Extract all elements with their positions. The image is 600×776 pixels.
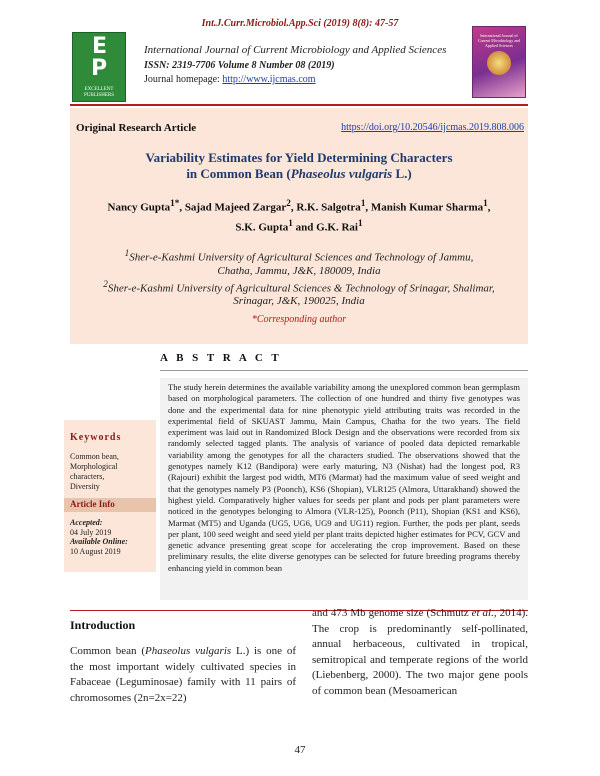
keyword-item: Morphological <box>70 462 118 471</box>
title-line-2-post: L.) <box>392 166 412 181</box>
author-affil-sup: 1 <box>483 198 488 208</box>
author-name: Manish Kumar Sharma <box>370 201 484 214</box>
author-separator: , <box>290 201 297 214</box>
header-divider <box>70 104 528 106</box>
homepage-link[interactable]: http://www.ijcmas.com <box>222 74 316 85</box>
abstract-divider <box>160 370 528 371</box>
keyword-item: Diversity <box>70 482 100 491</box>
title-line-2-pre: in Common Bean ( <box>186 166 291 181</box>
affiliation-text: Sher-e-Kashmi University of Agricultural Sciences and Technology of Jammu, <box>129 251 474 264</box>
keywords-heading: Keywords <box>70 432 122 443</box>
author-separator: , <box>365 201 371 214</box>
title-line-1: Variability Estimates for Yield Determining Characters <box>145 150 453 165</box>
author-line-1 <box>70 196 528 216</box>
author-name: S.K. Gupta <box>235 221 289 234</box>
intro-citation-italic: et al., <box>471 607 497 619</box>
author-separator: and <box>292 221 317 234</box>
introduction-heading: Introduction <box>70 618 136 632</box>
affiliations <box>70 247 528 308</box>
homepage-label: Journal homepage: <box>144 74 223 85</box>
keyword-item: Common bean, <box>70 452 119 461</box>
page-number: 47 <box>294 744 306 756</box>
author-affil-sup: 1 <box>358 217 363 228</box>
cover-title: International Journal of Current Microbiology and Applied Sciences <box>478 33 520 48</box>
publisher-logo <box>72 32 126 102</box>
journal-title: International Journal of Current Microbiology and Applied Sciences <box>144 44 447 56</box>
author-name: Nancy Gupta <box>107 201 171 214</box>
author-name: G.K. Rai <box>316 221 358 234</box>
abstract-text: The study herein determines the available variability among the unexplored common bean germplasm based on morphological parameters. The collection of one hundred and thirty five genotypes was done and the experimental data for nine phenotypic yield attributing traits was recorded in the experimental field of SKUAST Jammu, Main Campus, Chatha for the two years. The field experiment was laid out in Randomized Block Design and the observations were recorded from six randomly selected tagged plants. The analysis of variance of pooled data depicted remarkable variability among the genotypes for all the characters studied. The observations showed that the genotypes namely K12 (Bandipora) were early maturing, N3 (Nishat) had the longest pod, R3 (Rajouri) exhibit the largest pod width, MT6 (Marmat) had the maximum value of seed weight and that the genotypes namely P3 (Poonch), KS6 (Shopian), VLR125 (Almora, Uttarakhand) showed the highest yield. Comparatively higher values for seeds per plant and pods per plant parameters were noticed in the genotypes belonging to Almora (VLR-125), Poonch (P11), Shopian (KS1 and KS6), Marmat (MT5) and Uganda (UG5, UG6, UG9 and UG11) region. Further, the pods per plant, seeds per plant, 100 seed weight and seed yield per plant traits depicted higher estimates for PCV, GCV and genetic advance presenting great scope for accelerating the crop improvement. Based on these preliminary results, the elite diverse genotypes can be selected for future breeding programs thereby enhancing yield in common bean <box>160 378 528 600</box>
affiliation-text: Sher-e-Kashmi University of Agricultural Sciences & Technology of Srinagar, Shalimar, <box>107 282 495 295</box>
author-separator: , <box>179 201 185 214</box>
logo-caption: EXCELLENT PUBLISHERS <box>83 87 114 98</box>
affiliation-sup: 2 <box>103 278 108 289</box>
cover-graphic <box>487 51 511 75</box>
intro-column-1 <box>70 644 296 706</box>
keyword-item: characters, <box>70 472 105 481</box>
title-species: Phaseolus vulgaris <box>290 166 393 181</box>
journal-homepage <box>144 74 316 85</box>
intro-text: L.) is one of the most important widely cultivated species in Fabaceae (Leguminosae) family with 11 pairs of chromosomes (2n=2x=22) <box>70 645 296 704</box>
accepted-date: 04 July 2019 <box>70 527 112 537</box>
intro-text: Common bean ( <box>70 645 146 657</box>
author-affil-sup: 1* <box>170 198 180 208</box>
title-line-2 <box>70 166 528 182</box>
author-affil-sup: 1 <box>288 217 293 228</box>
affiliation-2-line-2: Srinagar, J&K, 190025, India <box>233 295 365 308</box>
logo-letter-e: E <box>91 34 107 59</box>
affiliation-1-line-1 <box>70 247 528 265</box>
corresponding-author-note: *Corresponding author <box>251 314 347 325</box>
intro-text: 2014). The crop is predominantly self-pollinated, annual herbaceous, cultivated in tropical, semitropical and temperate regions of the world (Liebenberg, 2000). The two major gene pools of common bean (Mesoamerican <box>312 607 529 697</box>
available-label: Available Online: <box>70 537 128 546</box>
affiliation-2-line-1 <box>70 278 528 296</box>
author-list <box>70 196 528 235</box>
article-title <box>70 150 528 182</box>
author-name: R.K. Salgotra <box>296 201 361 214</box>
article-type: Original Research Article <box>76 122 197 134</box>
article-info-label: Article Info <box>70 499 115 509</box>
intro-column-2 <box>312 606 528 699</box>
journal-cover-image <box>472 26 526 98</box>
logo-letter-p: P <box>90 56 108 81</box>
author-name: Sajad Majeed Zargar <box>184 201 287 214</box>
article-info <box>70 518 154 556</box>
affiliation-1-line-2: Chatha, Jammu, J&K, 180009, India <box>217 264 381 277</box>
doi-link[interactable]: https://doi.org/10.20546/ijcmas.2019.808.006 <box>341 122 524 133</box>
keywords-list <box>70 452 154 492</box>
intro-species: Phaseolus vulgaris <box>145 645 232 657</box>
author-separator: , <box>487 201 491 214</box>
available-date: 10 August 2019 <box>70 546 121 556</box>
issn-line: ISSN: 2319-7706 Volume 8 Number 08 (2019) <box>144 60 335 71</box>
intro-text: and 473 Mb genome size (Schmutz <box>312 607 472 619</box>
article-info-heading <box>64 498 156 512</box>
abstract-heading: A B S T R A C T <box>160 352 282 364</box>
accepted-label: Accepted: <box>70 518 103 527</box>
author-affil-sup: 1 <box>360 198 366 208</box>
affiliation-sup: 1 <box>124 248 130 258</box>
author-affil-sup: 2 <box>286 198 291 208</box>
author-line-2 <box>70 216 528 236</box>
running-head: Int.J.Curr.Microbiol.App.Sci (2019) 8(8): 47-57 <box>201 18 399 29</box>
